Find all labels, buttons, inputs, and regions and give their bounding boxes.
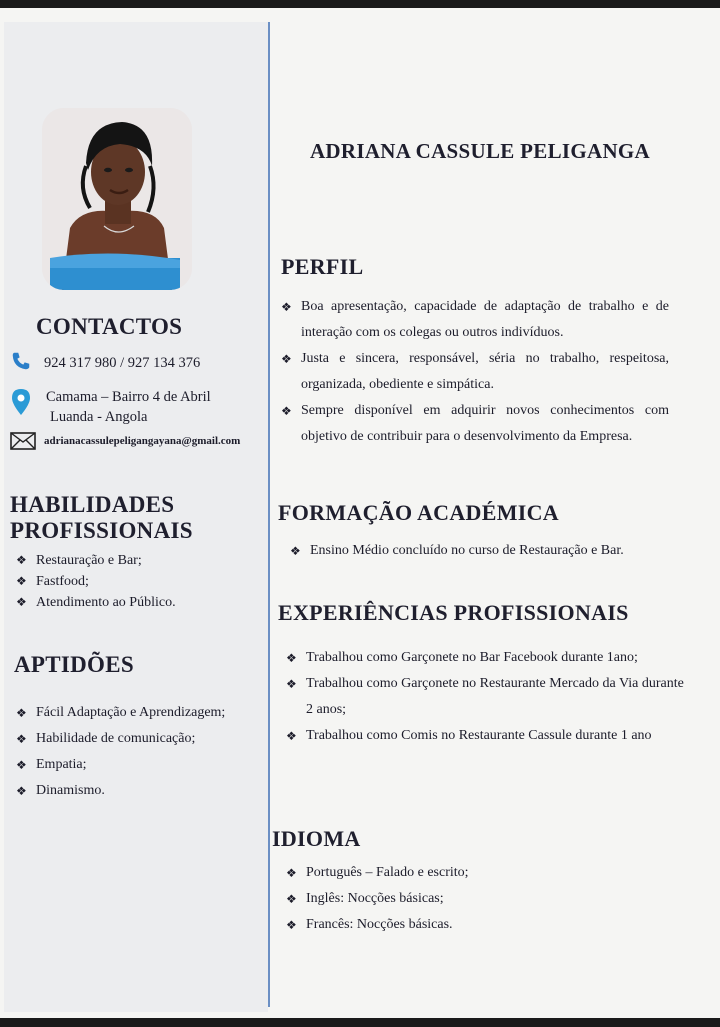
skills-list bbox=[16, 550, 176, 613]
list-item: ❖ Inglês: Nocções básicas; bbox=[286, 886, 666, 912]
address-line-1: Camama – Bairro 4 de Abril bbox=[46, 389, 211, 405]
list-item: ❖ Justa e sincera, responsável, séria no trabalho, respeitosa, organizada, obediente e simpática. bbox=[281, 346, 669, 398]
contact-phone bbox=[10, 350, 200, 377]
skills-heading-line-1: HABILIDADES bbox=[10, 492, 175, 517]
education-heading: FORMAÇÃO ACADÉMICA bbox=[278, 500, 559, 525]
list-item: ❖ Trabalhou como Garçonete no Bar Facebook durante 1ano; bbox=[286, 645, 690, 671]
languages-list bbox=[286, 860, 666, 938]
list-item: ❖ Sempre disponível em adquirir novos conhecimentos com objetivo de contribuir para o desenvolvimento da Empresa. bbox=[281, 398, 669, 450]
profile-photo bbox=[42, 108, 192, 290]
list-item: ❖ Ensino Médio concluído no curso de Restauração e Bar. bbox=[290, 540, 690, 562]
address-line-2: Luanda - Angola bbox=[50, 409, 148, 425]
list-item: ❖ Português – Falado e escrito; bbox=[286, 860, 666, 886]
email-address[interactable]: adrianacassulepeligangayana@gmail.com bbox=[44, 435, 241, 447]
profile-list bbox=[281, 294, 669, 450]
envelope-icon bbox=[10, 432, 36, 455]
list-item: ❖ Restauração e Bar; bbox=[16, 550, 176, 571]
education-list bbox=[290, 540, 690, 562]
list-item: ❖ Trabalhou como Garçonete no Restaurante Mercado da Via durante 2 anos; bbox=[286, 671, 690, 723]
column-divider bbox=[268, 22, 270, 1007]
contact-email bbox=[10, 432, 240, 455]
aptitudes-heading: APTIDÕES bbox=[14, 652, 134, 677]
list-item: ❖ Fastfood; bbox=[16, 571, 176, 592]
list-item: ❖ Fácil Adaptação e Aprendizagem; bbox=[16, 700, 225, 726]
aptitudes-list bbox=[16, 700, 225, 804]
location-pin-icon bbox=[10, 388, 36, 421]
list-item: ❖ Atendimento ao Público. bbox=[16, 592, 176, 613]
list-item: ❖ Dinamismo. bbox=[16, 778, 225, 804]
list-item: ❖ Boa apresentação, capacidade de adaptação de trabalho e de interação com os colegas ou outros indivíduos. bbox=[281, 294, 669, 346]
list-item: ❖ Habilidade de comunicação; bbox=[16, 726, 225, 752]
experience-heading: EXPERIÊNCIAS PROFISSIONAIS bbox=[278, 600, 629, 625]
candidate-name: ADRIANA CASSULE PELIGANGA bbox=[309, 139, 651, 163]
portrait-illustration bbox=[42, 108, 192, 290]
contacts-heading: CONTACTOS bbox=[36, 314, 183, 339]
skills-heading-line-2: PROFISSIONAIS bbox=[10, 518, 193, 543]
profile-heading: PERFIL bbox=[281, 254, 364, 279]
phone-icon bbox=[10, 350, 36, 377]
list-item: ❖ Empatia; bbox=[16, 752, 225, 778]
phone-number: 924 317 980 / 927 134 376 bbox=[44, 355, 201, 371]
experience-list bbox=[286, 645, 690, 749]
contact-address bbox=[10, 388, 211, 426]
languages-heading: IDIOMA bbox=[272, 826, 361, 851]
list-item: ❖ Trabalhou como Comis no Restaurante Cassule durante 1 ano bbox=[286, 723, 690, 749]
resume-page bbox=[0, 8, 720, 1018]
list-item: ❖ Francês: Nocções básicas. bbox=[286, 912, 666, 938]
